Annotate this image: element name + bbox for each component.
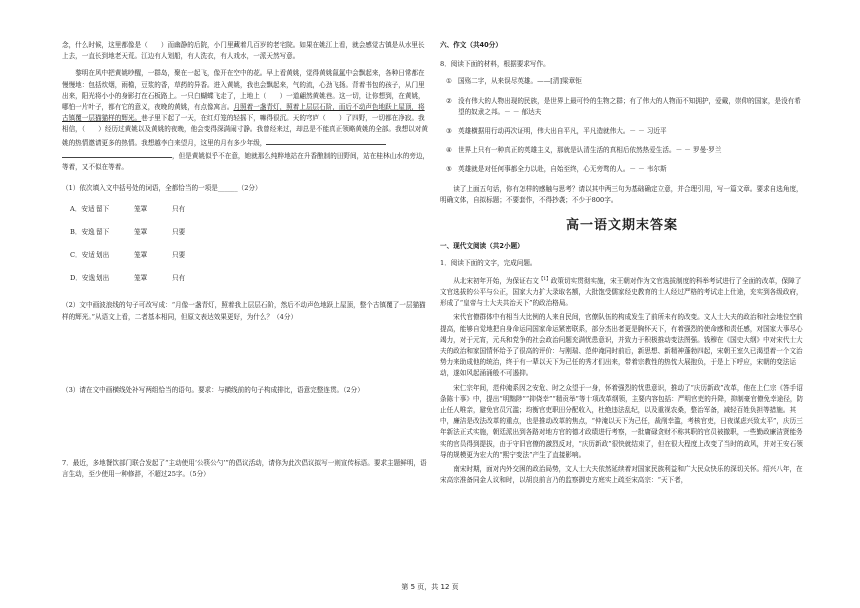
answer-space bbox=[62, 323, 430, 385]
passage-paragraph-1: 念，什么时候，这里都像是（ ）而幽静的后院，小门里藏着几百岁的老宅院。如果在姚江上看，就会感觉古镇是从水里长上去，一直长到地老天荒。江边有人划船，有人洗衣，有人戏水，一派天然写意。 bbox=[62, 41, 425, 61]
right-column bbox=[440, 40, 804, 486]
section-heading-reading: 一、现代文阅读（共2小题） bbox=[440, 242, 524, 251]
passage-text: 巷子里下起了一天，在红灯笼的轻摇下，嘛得很沉。天的穹庐（ ）了四野，一切都在净寂。我相信，（ ）经历过黄姚以及黄姚的夜晚，他会变得深满闹寸静。我曾经来过，却总是不能真正领略黄姚的全部。我想以对黄姚的热情邀请更多的热情。我想越李白来望月，这里的月有多少年级， bbox=[62, 114, 428, 147]
reading-paragraph-2: 宋代官僚群体中有相当大比例的人来自民间，官僚队伍的构成发生了前所未有的改变。文人士大夫的政治和社会地位空前提高，能够自觉地把自身命运同国家命运紧密联系，部分杰出者更是胸怀天下，有着强烈的使命感和责任感，对国家大事尽心竭力，对于元宵，元兵和党争的社会政治问题充满忧患意识，并致力于积极推动变法图强。钱穆在《国史大纲》中对宋代士大夫的政治和家国情怀给予了很高的评价：与刚瑞、范仲淹同时前后，新思想、新精神蓬勃四起，宋朝王室久已渴望着一个文治势力来助成他的统治，终于有一辈以天下为己任的秀才们出来，带着宗教性的热忱大展抱负，于是上下呼应，宋朝的变法运动，遂如风起涌涌般不可遏抑。 bbox=[440, 313, 803, 378]
answer-key-title: 高一语文期末答案 bbox=[565, 218, 678, 234]
reading-paragraph-1: 从北宋初年开始，为保证右文$^{【1】}$政策切实贯彻实施，宋王朝对作为文官选拔制度的科举考试进行了全面的改革，保障了文官选拔的公平与公正，国家大力扩大录取名额，大批饱受儒家经史教育的士人经过严格的考试走上仕途，充实到各级政府，形成了“皇帝与士大夫共治天下”的政治格局。 bbox=[440, 276, 803, 308]
answer-space bbox=[62, 396, 430, 458]
quote-item: ② 没有伟大的人物出现的民族，是世界上最可怜的生物之群；有了伟大的人物而不知拥护，爱戴，崇仰的国家，是没有希望的奴隶之邦。－ － 郁达夫 bbox=[446, 96, 801, 116]
left-column bbox=[62, 40, 430, 480]
quotes-list bbox=[440, 76, 804, 175]
passage-paragraph-2 bbox=[62, 68, 430, 173]
option-c: C．安适 划出 笼罩 只要 bbox=[70, 251, 186, 260]
quote-item: ① 国殇二字，从来误尽英雄。——[清]梁章钜 bbox=[446, 77, 582, 86]
options-list bbox=[62, 198, 430, 290]
option-a: A．安适 留下 笼罩 只有 bbox=[70, 205, 186, 214]
reading-paragraph-4: 南宋时期，面对内外交困的政治局势，文人士大夫依然延续着对国家民族利益和广大民众快乐的深切关怀。绍兴八年，在宋高宗准备同金人议和时，以胡良前言乃的监察御史方庭实上疏至宋高宗：“天下者， bbox=[440, 465, 803, 485]
question-7: 7．最近，多地餐饮部门联合发起了“主动使用‘公筷公勺’”的倡议活动，请你为此次倡议拟写一则宣传标语。要求主题鲜明，语言生动，至少使用一种修辞，不超过25字。（5分） bbox=[62, 459, 427, 479]
option-d: D．安逸 划出 笼罩 只有 bbox=[70, 274, 186, 283]
reading-paragraph-3: 宋仁宗年间，范仲淹系因之安危、时之众望于一身，怀着强烈的忧患意识，推动了“庆历新政”改革，他在上仁宗《答手诏条陈十事》中，提出“明黜陟”“抑侥幸”“精贡举”等十项改革纲领，主要内容包括：严明官吏的升降，抑制豪官僚免幸途径，防止任人唯亲，避免官员冗滥；均衡官吏职田分配收入，杜绝违法乱纪，以及重视农桑，整治军备，减轻百姓负担等措施。其中，廉洁是改法改革的重点，也是推动改革的焦点，“仲淹以天下为己任，裁削幸滥，考核官吏，日夜谋虑兴致太平”，庆历三年新法正式实施，朝廷派出到各路对地方官的德才政绩进行考察，一批庸碌贪财不称其职的官员被撤职，一些勤政廉洁贤能务实的官员得到提拔，由于守旧官僚的激烈反对，“庆历新政”很快就结束了，但在很大程度上改变了当时的政风，并对王安石领导的规模更为宏大的“熙宁变法”产生了直接影响。 bbox=[440, 383, 804, 459]
quote-item: ③ 英雄横据用行动再次证明，伟大出自平凡，平凡造就伟大。－ － 习近平 bbox=[446, 127, 667, 136]
question-1: （1）依次填入文中括号处的词语，全都恰当的一项是______（2分） bbox=[62, 184, 262, 193]
option-b: B．安逸 留下 笼罩 只要 bbox=[70, 228, 186, 237]
section-heading-essay: 六、作文（共40分） bbox=[440, 41, 502, 49]
answer-blank-line bbox=[62, 149, 172, 158]
item-1: 1．阅读下面的文字，完成问题。 bbox=[440, 259, 537, 268]
wavy-underlined-sentence: 月照着一盏青灯，照着上层层石阶，而后不动声色地跃上屋顶，将古镇覆一层猫猫样的辉光。 bbox=[62, 103, 425, 123]
essay-prompt: 读了上面五句话，你有怎样的感触与思考？请以其中两三句为基础确定立意，并合理引用，写一篇文章。要求自选角度，明确文体，自拟标题；不要套作，不得抄袭；不少于800字。 bbox=[440, 184, 803, 204]
question-2: （2）文中画波浪线的句子可改写成：“月像一盏青灯，照着我上层层石阶，然后不动声色地跃上屋顶，整个古镇覆了一层猫猫样的辉光。”从语文上看，二者基本相同，但原文表达效果更好，为什么？（4分） bbox=[62, 301, 426, 321]
question-8: 8．阅读下面的材料，根据要求写作。 bbox=[440, 60, 550, 69]
page-footer: 第 5 页，共 12 页 bbox=[401, 583, 459, 591]
passage-text: ，但是黄姚似乎不在意，她就那么纯粹地站在升香酿制的田野间，站在桂林山水的旁边，等着，又不似在等着。 bbox=[62, 151, 430, 172]
quote-item: ⑤ 英雄就是对任何事都全力以赴，自始至终，心无旁骛的人。－ － 韦尔斯 bbox=[446, 165, 667, 174]
answer-blank-line bbox=[266, 136, 386, 145]
footnote-marker: 【1】 bbox=[538, 276, 551, 282]
passage-text: 黎明在风中把黄姚吵醒，一群岛，聚在一起飞，像开在空中的花。早上看黄姚，觉得黄姚氤氲中会飘起来，各种日常都在慢慢地：包括炊烟，雨檐，豆浆的香，草药的异香。进入黄姚，我也会飘起来，气的流，心劲飞扬。背着书包的孩子，从门里出来，阳光将小小的身影打在石板路上。一只白蝴蝶飞走了，上地上（ ）一道翩然黄姚巷。这一切，让你想到，在黄姚，哪怕一片叶子，都有它的意义，夜晚的黄姚，有点像寓言。 bbox=[62, 69, 425, 112]
question-3: （3）请在文中画横线处补写两组恰当的语句。要求：与横线前的句子构成排比，语意完整连贯。（2分） bbox=[62, 385, 364, 394]
quote-item: ④ 世界上只有一种真正的英雄主义，那就是认清生活的真相后依然热爱生活。－ － 罗曼·罗兰 bbox=[446, 146, 722, 155]
